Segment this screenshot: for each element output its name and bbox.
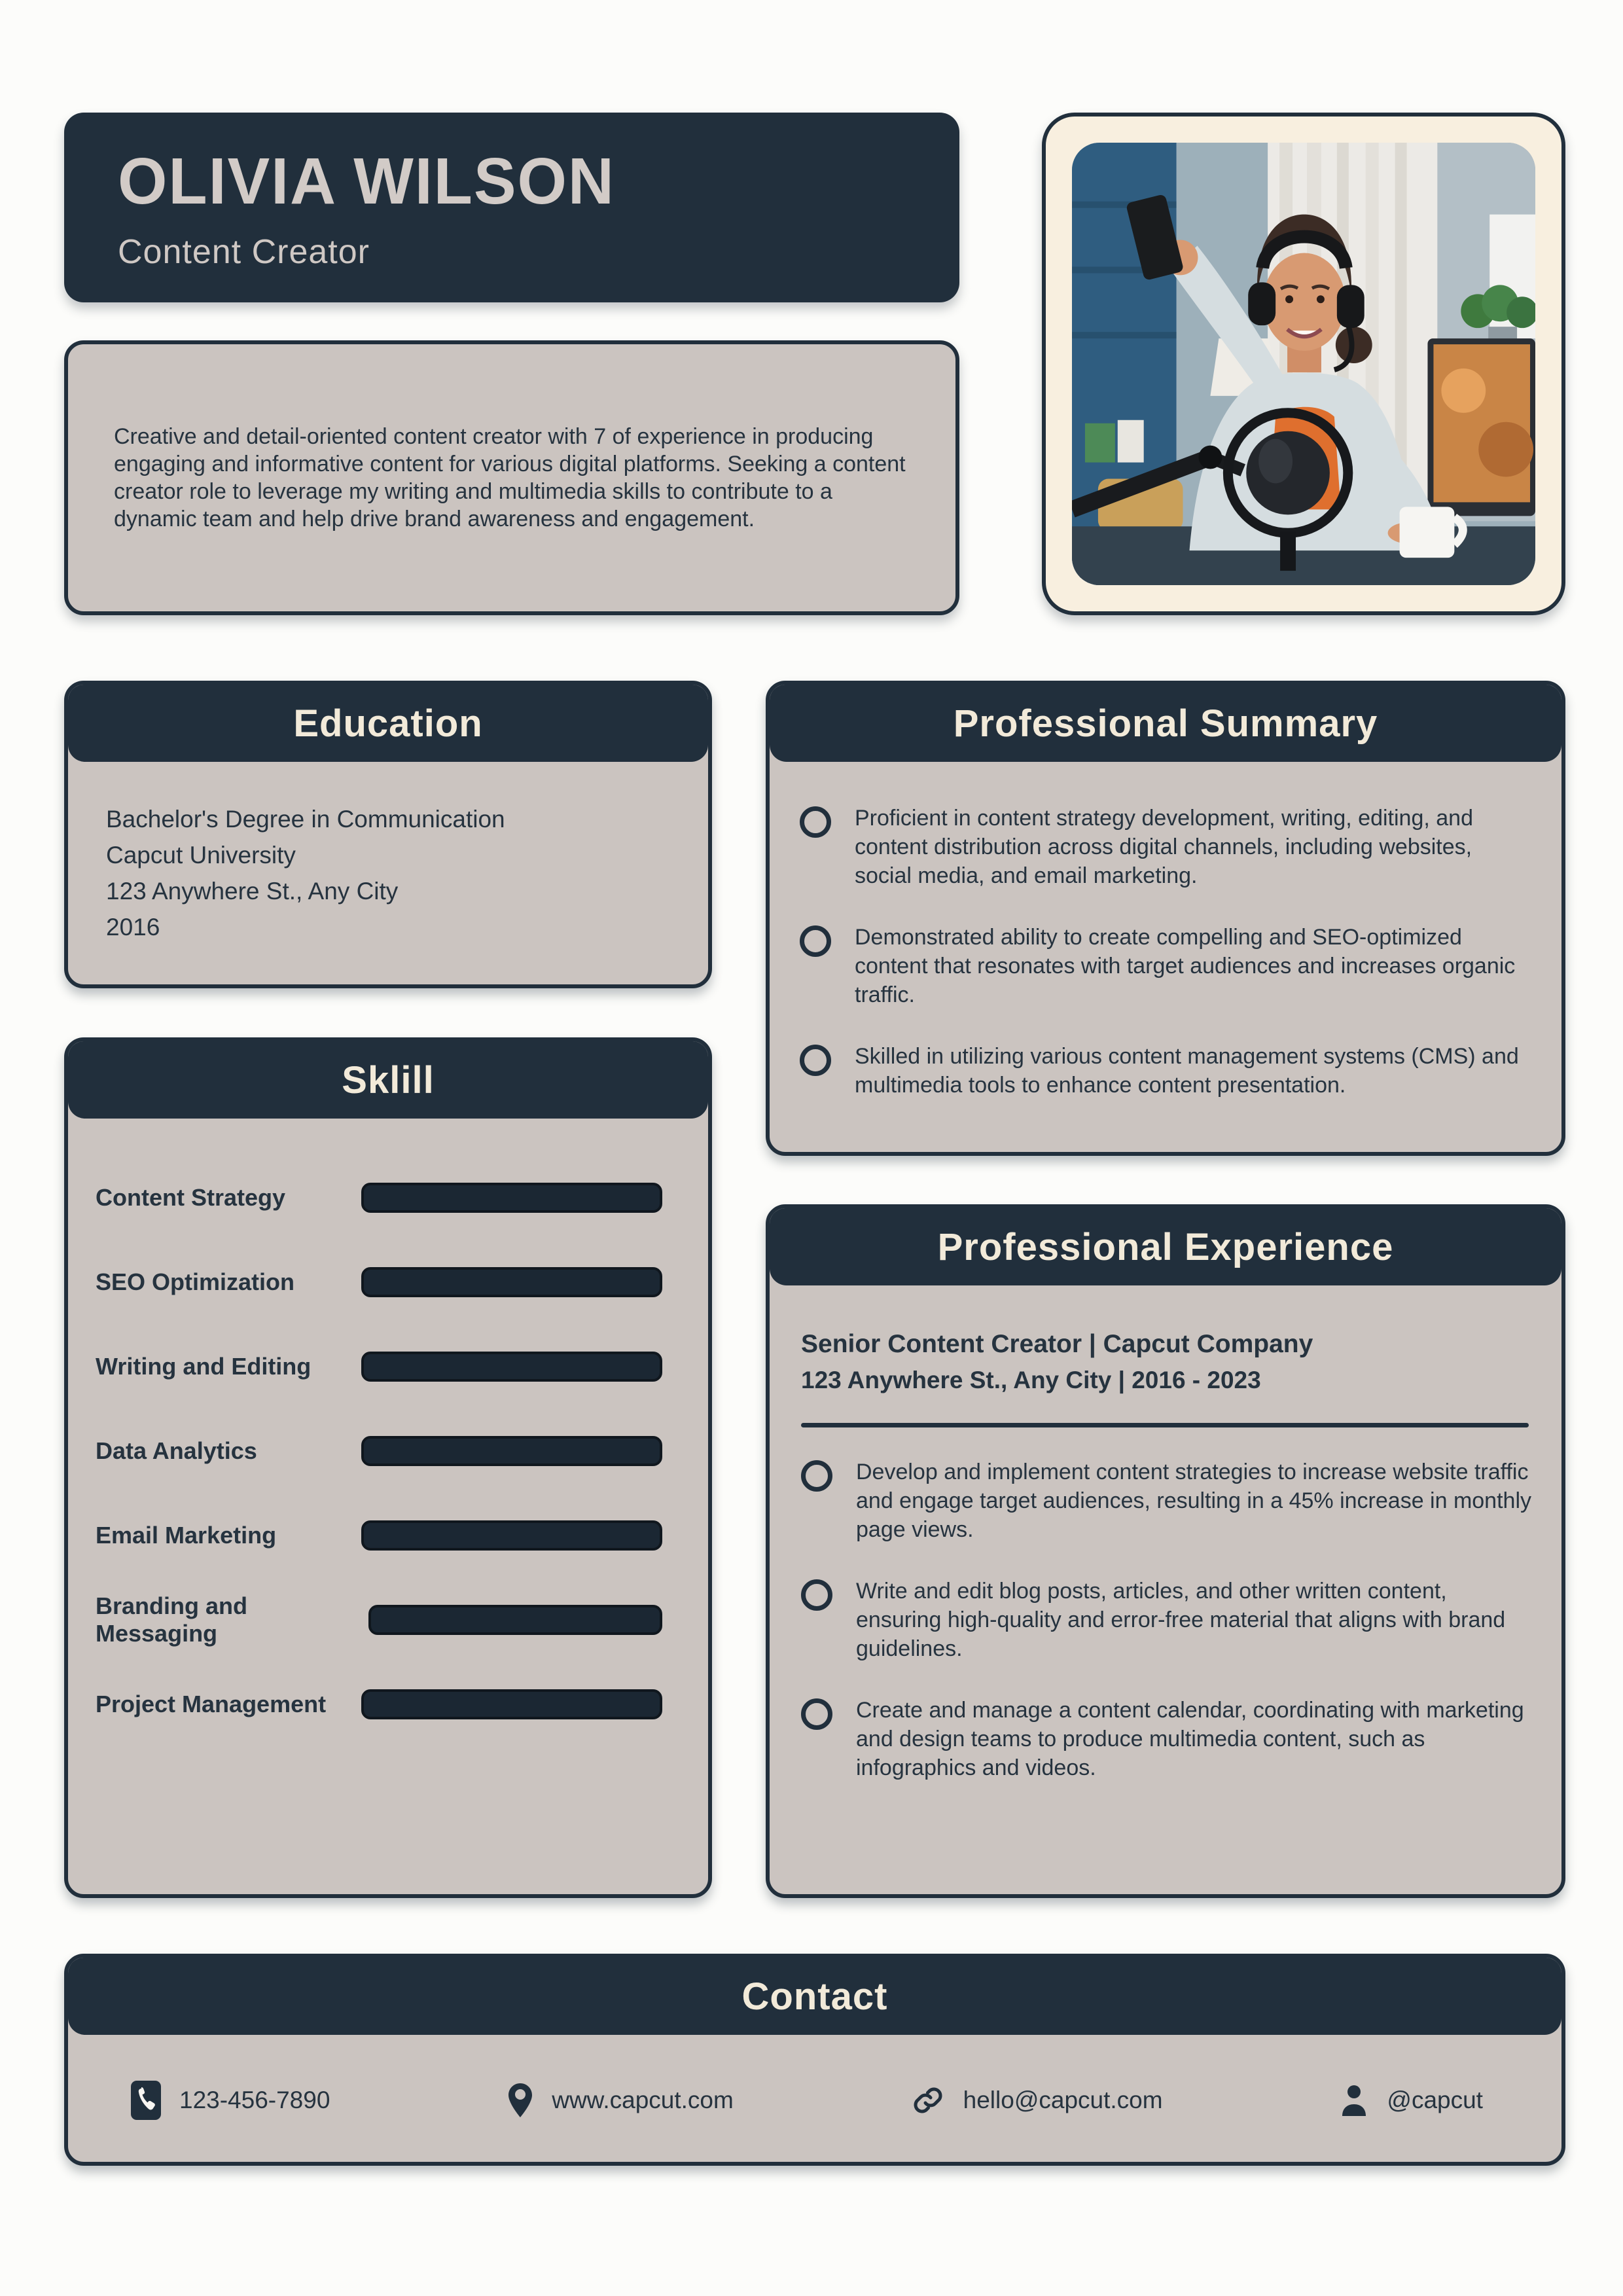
skill-label: Data Analytics xyxy=(96,1437,257,1464)
professional-summary-card xyxy=(766,681,1565,1156)
contact-phone-text: 123-456-7890 xyxy=(179,2087,330,2113)
link-icon xyxy=(911,2083,945,2117)
skill-row xyxy=(96,1240,662,1324)
list-item xyxy=(801,1458,1535,1544)
education-year: 2016 xyxy=(106,914,160,941)
bullet-circle-icon xyxy=(801,1460,832,1492)
about-summary-box xyxy=(64,340,959,615)
professional-summary-header xyxy=(770,685,1561,762)
page-title: OLIVIA WILSON xyxy=(118,144,615,218)
education-school: Capcut University xyxy=(106,842,296,869)
skill-bar xyxy=(361,1267,662,1297)
skills-title: Sklill xyxy=(342,1058,435,1102)
education-address: 123 Anywhere St., Any City xyxy=(106,878,399,905)
skill-row xyxy=(96,1324,662,1408)
contact-item-social xyxy=(1340,2083,1483,2117)
list-item xyxy=(801,1696,1535,1782)
list-item xyxy=(800,1042,1535,1100)
profile-photo-card xyxy=(1042,113,1565,615)
contact-website-text: www.capcut.com xyxy=(552,2087,734,2113)
experience-bullet-text: Write and edit blog posts, articles, and other written content, ensuring high-quality and error-free material that aligns with brand guidelines. xyxy=(856,1579,1506,1661)
skill-label: SEO Optimization xyxy=(96,1268,295,1295)
professional-summary-body xyxy=(770,762,1561,1100)
bullet-circle-icon xyxy=(800,925,831,957)
list-item xyxy=(800,804,1535,890)
contact-header xyxy=(68,1958,1561,2035)
skills-header xyxy=(68,1041,708,1119)
phone-icon xyxy=(131,2081,161,2120)
summary-bullet-text: Skilled in utilizing various content management systems (CMS) and multimedia tools to enhance content presentation. xyxy=(855,1044,1519,1098)
job-title: Content Creator xyxy=(118,232,370,271)
skill-label: Project Management xyxy=(96,1690,327,1717)
skills-card xyxy=(64,1037,712,1898)
experience-divider xyxy=(801,1423,1529,1427)
skill-row xyxy=(96,1662,662,1746)
user-icon xyxy=(1340,2083,1368,2117)
experience-bullet-text: Create and manage a content calendar, coordinating with marketing and design teams to produce multimedia content, such as infographics and videos. xyxy=(856,1698,1524,1780)
skills-body xyxy=(68,1119,708,1746)
list-item xyxy=(800,923,1535,1009)
experience-title: Professional Experience xyxy=(937,1225,1394,1268)
profile-photo-illustration xyxy=(1072,143,1535,585)
skill-bar xyxy=(361,1520,662,1551)
experience-card xyxy=(766,1204,1565,1898)
summary-bullet-text: Demonstrated ability to create compelling and SEO-optimized content that resonates with target audiences and increases organic traffic. xyxy=(855,925,1516,1007)
skill-row xyxy=(96,1408,662,1493)
experience-meta-line: 123 Anywhere St., Any City | 2016 - 2023 xyxy=(801,1367,1261,1393)
experience-role-line: Senior Content Creator | Capcut Company xyxy=(801,1330,1313,1358)
bullet-circle-icon xyxy=(800,806,831,838)
experience-header xyxy=(770,1208,1561,1285)
contact-email-text: hello@capcut.com xyxy=(963,2087,1163,2113)
skill-bar xyxy=(361,1183,662,1213)
contact-body xyxy=(68,2035,1561,2166)
experience-bullet-text: Develop and implement content strategies to increase website traffic and engage target audiences, resulting in a 45% increase in monthly page views. xyxy=(856,1460,1532,1542)
skill-label: Email Marketing xyxy=(96,1521,277,1549)
skill-label: Content Strategy xyxy=(96,1183,286,1211)
education-title: Education xyxy=(293,702,483,745)
bullet-circle-icon xyxy=(801,1698,832,1730)
profile-photo xyxy=(1072,143,1535,585)
contact-card xyxy=(64,1954,1565,2166)
skill-row xyxy=(96,1493,662,1577)
contact-item-website xyxy=(507,2082,734,2119)
bullet-circle-icon xyxy=(801,1579,832,1611)
summary-bullet-text: Proficient in content strategy development, writing, editing, and content distribution across digital channels, including websites, social media, and email marketing. xyxy=(855,806,1473,888)
bullet-circle-icon xyxy=(800,1045,831,1076)
contact-social-text: @capcut xyxy=(1387,2087,1483,2113)
skill-row xyxy=(96,1577,662,1662)
skill-label: Branding and Messaging xyxy=(96,1592,247,1647)
professional-summary-title: Professional Summary xyxy=(953,702,1378,745)
education-header xyxy=(68,685,708,762)
header-bar xyxy=(64,113,959,302)
list-item xyxy=(801,1577,1535,1663)
contact-item-phone xyxy=(131,2081,330,2120)
skill-bar xyxy=(361,1436,662,1466)
contact-item-email xyxy=(911,2083,1163,2117)
education-degree: Bachelor's Degree in Communication xyxy=(106,806,505,833)
skill-row xyxy=(96,1155,662,1240)
skill-bar xyxy=(361,1689,662,1719)
education-body xyxy=(68,762,708,945)
education-card xyxy=(64,681,712,988)
experience-body xyxy=(770,1285,1561,1782)
location-icon xyxy=(507,2082,533,2119)
skill-bar xyxy=(368,1605,662,1635)
contact-title: Contact xyxy=(741,1975,888,2018)
skill-label: Writing and Editing xyxy=(96,1352,312,1380)
skill-bar xyxy=(361,1352,662,1382)
about-text: Creative and detail-oriented content creator with 7 of experience in producing engaging and informative content for various digital platforms. Seeking a content creator role to leverage my writing and multimedia skills to contribute to a dynamic team and help drive brand awareness and engagement. xyxy=(114,424,906,531)
